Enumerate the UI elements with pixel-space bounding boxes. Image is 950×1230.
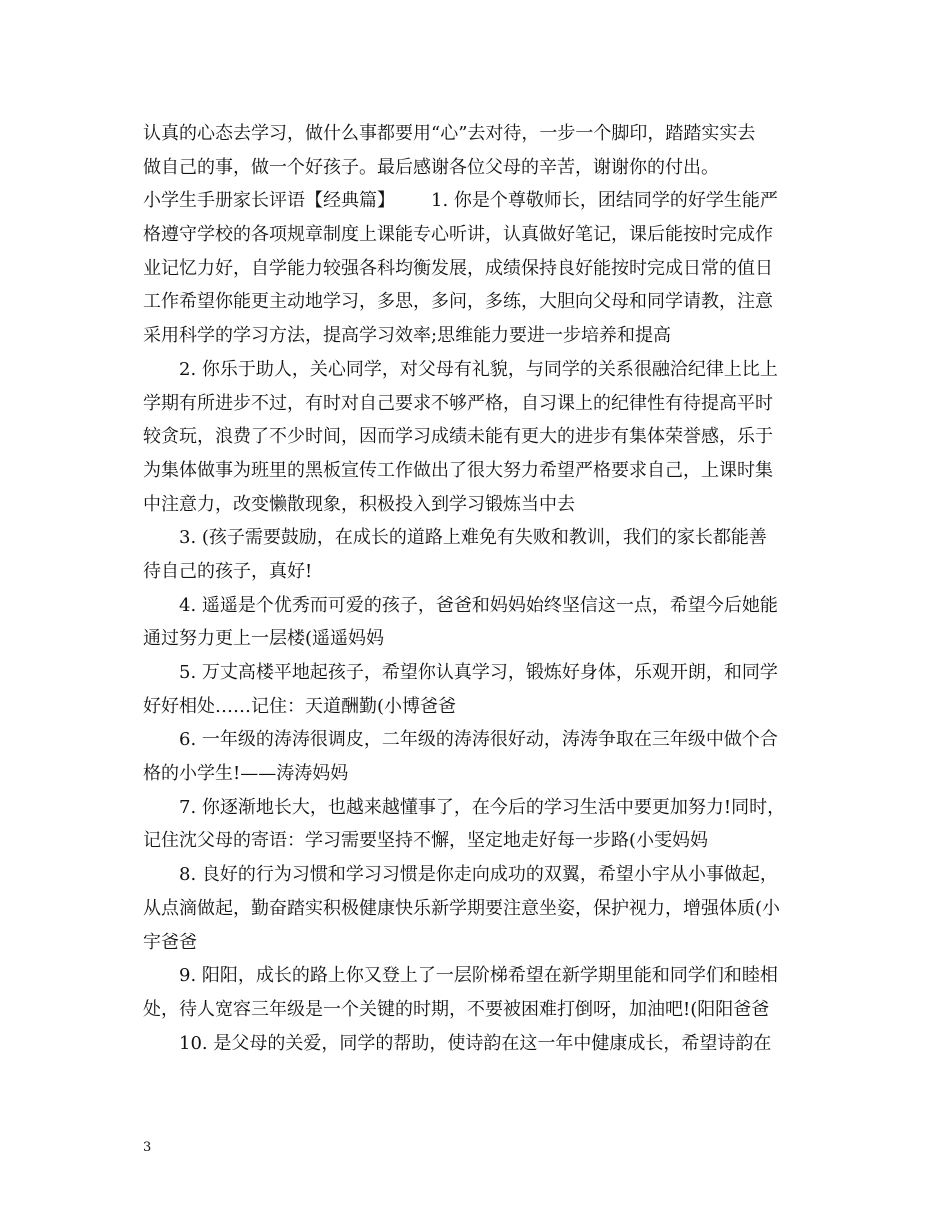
text-line: 2. 你乐于助人，关心同学，对父母有礼貌，与同学的关系很融洽纪律上比上 (179, 358, 778, 380)
text-line: 记住沈父母的寄语：学习需要坚持不懈，坚定地走好每一步路(小雯妈妈 (143, 830, 709, 852)
page-number: 3 (143, 1140, 152, 1155)
text-line: 通过努力更上一层楼(遥遥妈妈 (143, 628, 385, 650)
text-line: 8. 良好的行为习惯和学习习惯是你走向成功的双翼，希望小宇从小事做起， (179, 864, 778, 886)
text-line: 为集体做事为班里的黑板宣传工作做出了很大努力希望严格要求自己，上课时集 (143, 459, 773, 481)
text-line: 7. 你逐渐地长大，也越来越懂事了，在今后的学习生活中要更加努力!同时， (179, 796, 786, 818)
text-line: 10. 是父母的关爱，同学的帮助，使诗韵在这一年中健康成长，希望诗韵在 (179, 1032, 772, 1054)
text-line: 从点滴做起，勤奋踏实积极健康快乐新学期要注意坐姿，保护视力，增强体质(小 (143, 897, 781, 919)
section-heading-line (143, 184, 815, 218)
text-line: 4. 遥遥是个优秀而可爱的孩子，爸爸和妈妈始终坚信这一点，希望今后她能 (179, 594, 778, 616)
text-line: 工作希望你能更主动地学习，多思，多问，多练，大胆向父母和同学请教，注意 (143, 291, 773, 313)
text-line: 6. 一年级的涛涛很调皮，二年级的涛涛很好动，涛涛争取在三年级中做个合 (179, 729, 778, 751)
text-line: 做自己的事，做一个好孩子。最后感谢各位父母的辛苦，谢谢你的付出。 (143, 156, 719, 178)
text-line: 1. 你是个尊敬师长，团结同学的好学生能严 (431, 190, 778, 212)
text-line: 3. (孩子需要鼓励，在成长的道路上难免有失败和教训，我们的家长都能善 (179, 527, 767, 549)
document-body (143, 117, 815, 1060)
text-line: 采用科学的学习方法，提高学习效率;思维能力要进一步培养和提高 (143, 325, 672, 347)
text-line: 5. 万丈高楼平地起孩子，希望你认真学习，锻炼好身体，乐观开朗，和同学 (179, 662, 778, 683)
text-line: 学期有所进步不过，有时对自己要求不够严格，自习课上的纪律性有待提高平时 (143, 392, 773, 414)
text-line: 认真的心态去学习，做什么事都要用“心”去对待，一步一个脚印，踏踏实实去 (143, 123, 756, 144)
text-line: 9. 阳阳，成长的路上你又登上了一层阶梯希望在新学期里能和同学们和睦相 (179, 965, 778, 987)
text-line: 处，待人宽容三年级是一个关键的时期，不要被困难打倒呀，加油吧!(阳阳爸爸 (143, 998, 770, 1020)
section-heading: 小学生手册家长评语【经典篇】 (143, 190, 395, 212)
text-line: 格遵守学校的各项规章制度上课能专心听讲，认真做好笔记，课后能按时完成作 (143, 224, 773, 246)
text-line: 宇爸爸 (143, 931, 197, 953)
text-line: 格的小学生!——涛涛妈妈 (143, 763, 349, 785)
text-line: 好好相处……记住：天道酬勤(小博爸爸 (143, 695, 457, 717)
text-line: 中注意力，改变懒散现象，积极投入到学习锻炼当中去 (143, 493, 575, 515)
text-line: 业记忆力好，自学能力较强各科均衡发展，成绩保持良好能按时完成日常的值日 (143, 257, 773, 279)
text-line: 待自己的孩子，真好! (143, 560, 313, 582)
text-line: 较贪玩，浪费了不少时间，因而学习成绩未能有更大的进步有集体荣誉感，乐于 (143, 426, 773, 448)
